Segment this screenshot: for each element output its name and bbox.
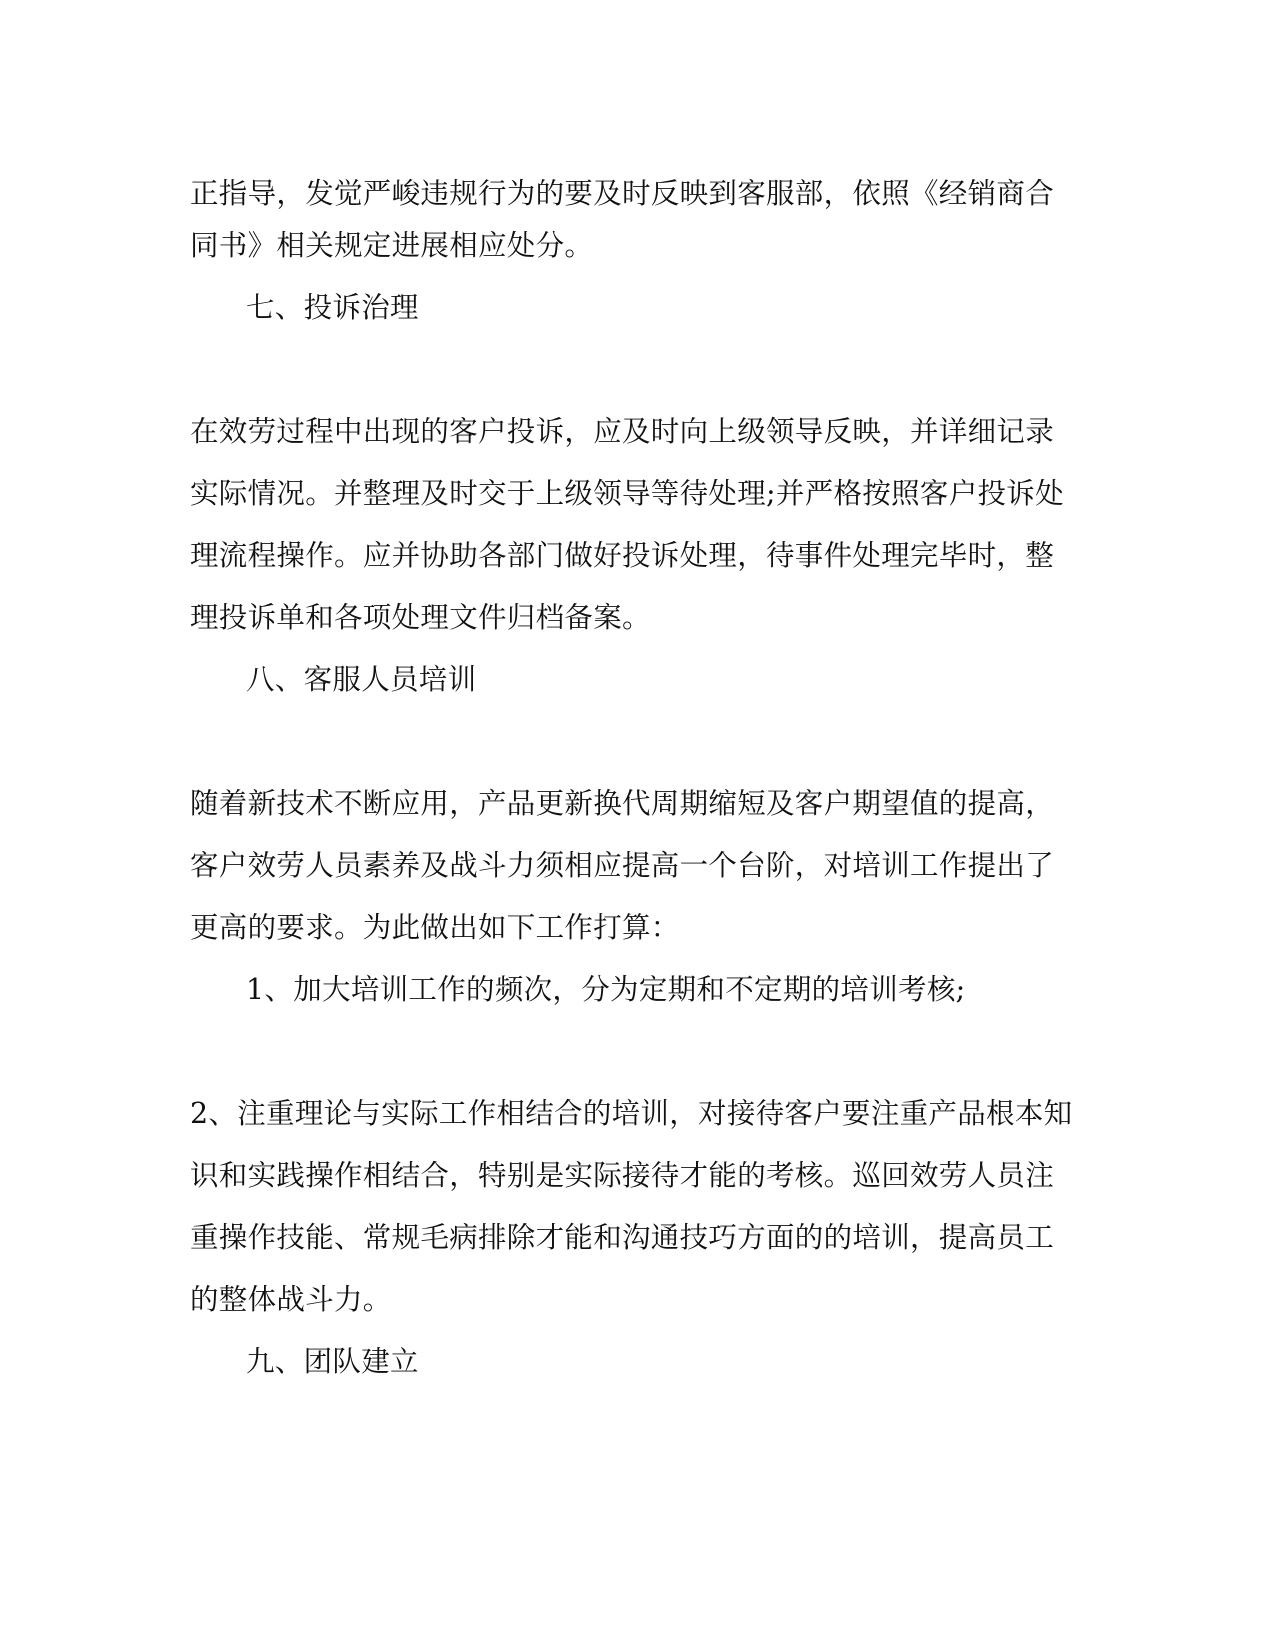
section-heading: 七、投诉治理 bbox=[246, 291, 419, 324]
paragraph-line: 正指导，发觉严峻违规行为的要及时反映到客服部，依照《经销商合 bbox=[190, 177, 1055, 210]
paragraph-line: 客户效劳人员素养及战斗力须相应提高一个台阶，对培训工作提出了 bbox=[190, 849, 1055, 882]
section-heading: 九、团队建立 bbox=[246, 1345, 419, 1378]
paragraph-line: 识和实践操作相结合，特别是实际接待才能的考核。巡回效劳人员注 bbox=[190, 1159, 1055, 1192]
paragraph-line: 在效劳过程中出现的客户投诉，应及时向上级领导反映，并详细记录 bbox=[190, 415, 1055, 448]
paragraph-line: 理投诉单和各项处理文件归档备案。 bbox=[190, 601, 651, 634]
paragraph-line: 更高的要求。为此做出如下工作打算： bbox=[190, 911, 680, 944]
paragraph-line: 的整体战斗力。 bbox=[190, 1283, 392, 1316]
paragraph-line: 重操作技能、常规毛病排除才能和沟通技巧方面的的培训，提高员工 bbox=[190, 1221, 1055, 1254]
paragraph-line: 实际情况。并整理及时交于上级领导等待处理;并严格按照客户投诉处 bbox=[190, 477, 1064, 510]
list-item: 2、注重理论与实际工作相结合的培训，对接待客户要注重产品根本知 bbox=[190, 1097, 1073, 1130]
paragraph-line: 同书》相关规定进展相应处分。 bbox=[190, 229, 594, 262]
paragraph-line: 随着新技术不断应用，产品更新换代周期缩短及客户期望值的提高， bbox=[190, 787, 1055, 820]
list-item: 1、加大培训工作的频次，分为定期和不定期的培训考核; bbox=[246, 973, 966, 1006]
section-heading: 八、客服人员培训 bbox=[246, 663, 477, 696]
paragraph-line: 理流程操作。应并协助各部门做好投诉处理，待事件处理完毕时，整 bbox=[190, 539, 1055, 572]
